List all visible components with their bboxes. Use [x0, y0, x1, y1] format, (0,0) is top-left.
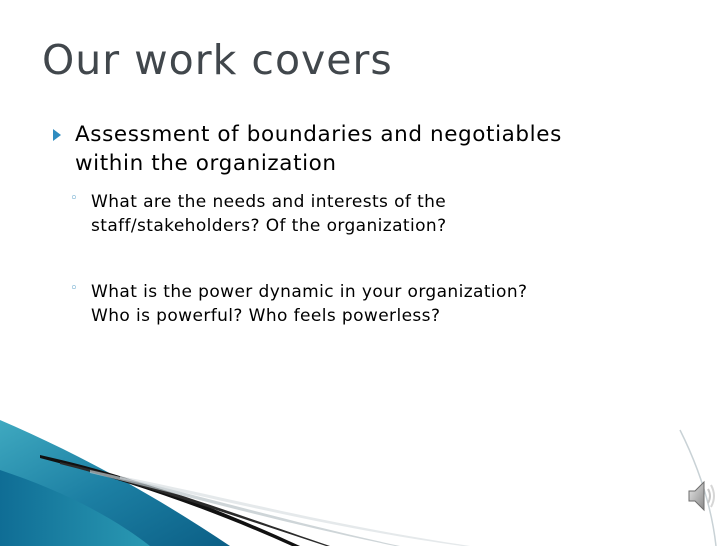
main-bullet-line-1: Assessment of boundaries and negotiables	[75, 122, 562, 147]
sub-bullet-line-2: Who is powerful? Who feels powerless?	[91, 306, 441, 326]
main-bullet-line-2: within the organization	[75, 151, 337, 176]
wave-grey-band-2	[120, 476, 470, 546]
sub-bullet-needs	[70, 190, 700, 238]
triangle-right-icon	[53, 129, 61, 141]
sub-bullet-text	[91, 190, 700, 238]
circle-bullet-icon: ◦	[70, 191, 78, 206]
sub-bullet-line-2: staff/stakeholders? Of the organization?	[91, 216, 447, 236]
wave-blue-shape	[0, 470, 150, 546]
sub-bullet-line-1: What is the power dynamic in your organization?	[91, 282, 528, 302]
circle-bullet-icon: ◦	[70, 281, 78, 296]
sub-bullet-text	[91, 280, 700, 328]
sub-bullet-power	[70, 280, 700, 328]
main-bullet	[53, 120, 693, 178]
wave-dark-stroke-thin	[60, 462, 330, 546]
speaker-icon[interactable]	[686, 476, 718, 516]
main-bullet-text	[75, 120, 693, 178]
wave-teal-shape	[0, 420, 230, 546]
slide-title: Our work covers	[42, 36, 393, 84]
wave-dark-stroke	[40, 455, 300, 546]
wave-grey-band	[90, 470, 400, 546]
sub-bullet-line-1: What are the needs and interests of the	[91, 192, 447, 212]
